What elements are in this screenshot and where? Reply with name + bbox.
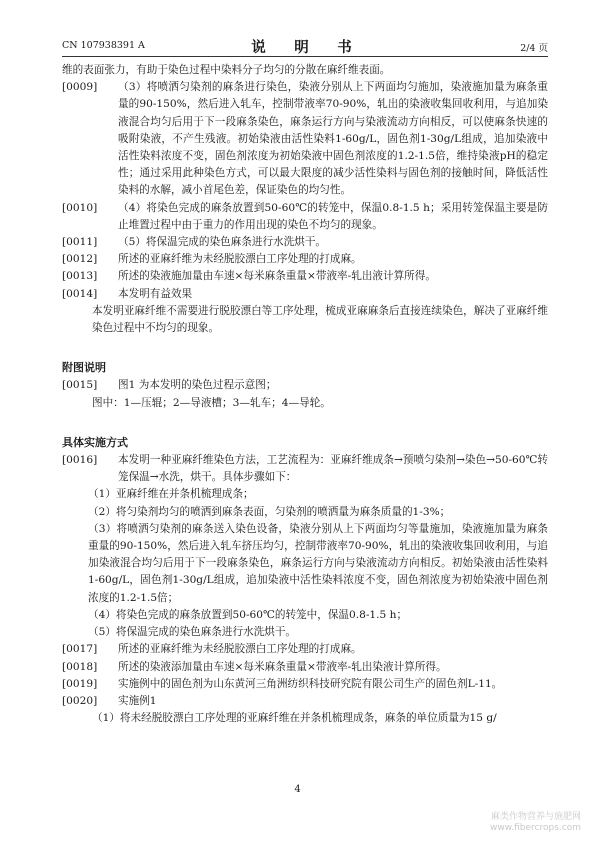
paragraph-text: 实施例中的固色剂为山东黄河三角洲纺织科技研究院有限公司生产的固色剂L-11。 (118, 677, 503, 690)
page-counter: 2/4 页 (520, 43, 548, 54)
paragraph-number: [0015] (62, 379, 98, 392)
paragraph-number: [0012] (62, 253, 98, 266)
paragraph-number: [0011] (62, 236, 98, 249)
site-watermark (490, 812, 581, 834)
paragraph-text: 所述的亚麻纤维为未经脱胶漂白工序处理的打成麻。 (118, 253, 362, 266)
page-number: 4 (294, 784, 301, 795)
page-header (62, 38, 548, 57)
step-5: （5）将保温完成的染色麻条进行水洗烘干。 (88, 626, 297, 639)
document-body (62, 62, 548, 727)
paragraph-0016 (62, 452, 548, 486)
paragraph-text: 图1 为本发明的染色过程示意图； (118, 379, 277, 392)
section-heading-embodiments: 具体实施方式 (62, 435, 128, 449)
paragraph-0018 (62, 659, 548, 676)
paragraph-0014 (62, 286, 548, 303)
paragraph-text: （3）将喷洒匀染剂的麻条进行染色，染液分别从上下两面均匀施加，染液施加量为麻条重量的90-150%，然后进入轧车，控制带液率70-90%，轧出的染液收集回收利用，与追加染液混合均匀后用于下一段麻条染色，麻条运行方向与染液流动方向相反，可以使麻条快速的吸附染液，不产生残液。初始染液由活性染料1-60g/L，固色剂1-30g/L组成，追加染液中活性染料浓度不变，固色剂浓度为初始染液中固色剂浓度的1.2-1.5倍，维持染液pH的稳定性；通过采用此种染色方式，可以最大限度的减少活性染料与固色剂的接触时间，降低活性染料的水解，减小首尾色差，保证染色的均匀性。 (118, 81, 548, 197)
paragraph-0012 (62, 251, 548, 268)
spacer (62, 337, 548, 347)
paragraph-0013 (62, 268, 548, 285)
paragraph-0019 (62, 676, 548, 693)
paragraph-0017 (62, 641, 548, 658)
example-1-text: （1）将未经脱胶漂白工序处理的亚麻纤维在并条机梳理成条，麻条的单位质量为15 g/ (92, 712, 497, 725)
paragraph-number: [0017] (62, 643, 98, 656)
step-1: （1）亚麻纤维在并条机梳理成条； (88, 488, 254, 501)
spacer (62, 412, 548, 422)
paragraph-0011 (62, 234, 548, 251)
step-2: （2）将匀染剂均匀的喷洒到麻条表面，匀染剂的喷洒量为麻条质量的1-3%； (88, 505, 451, 518)
step-3: （3）将喷洒匀染剂的麻条送入染色设备，染液分别从上下两面均匀等量施加，染液施加量为麻条重量的90-150%，然后进入轧车挤压均匀，控制带液率70-90%，轧出的染液收集回收利用，与追加染液混合均匀后用于下一段麻条染色，麻条运行方向与染液流动方向相反。初始染液由活性染料1-60g/L，固色剂1-30g/L组成，追加染液中活性染料浓度不变，固色剂浓度为初始染液中固色剂浓度的1.2-1.5倍； (88, 522, 548, 604)
paragraph-text: 本发明有益效果 (118, 287, 193, 300)
paragraph-0010 (62, 200, 548, 234)
document-title: 说 明 书 (251, 39, 359, 56)
paragraph-0015 (62, 377, 548, 394)
paragraph-text: 实施例1 (118, 694, 157, 707)
paragraph-text: 所述的染液施加量由车速×每米麻条重量×带液率-轧出液计算所得。 (118, 270, 436, 283)
benefit-text: 本发明亚麻纤维不需要进行脱胶漂白等工序处理，梳成亚麻麻条后直接连续染色，解决了亚麻纤维染色过程中不均匀的现象。 (92, 304, 548, 335)
figure-legend: 图中：1—压辊；2—导液槽；3—轧车；4—导轮。 (92, 396, 331, 409)
paragraph-number: [0016] (62, 454, 98, 467)
section-heading-drawings: 附图说明 (62, 361, 106, 375)
paragraph-text: （5）将保温完成的染色麻条进行水洗烘干。 (118, 236, 327, 249)
paragraph-text: （4）将染色完成的麻条放置到50-60℃的转笼中，保温0.8-1.5 h；采用转笼保温主要是防止堆置过程中由于重力的作用出现的染色不均匀的现象。 (118, 201, 548, 231)
paragraph-number: [0019] (62, 677, 98, 690)
paragraph-number: [0020] (62, 694, 98, 707)
step-4: （4）将染色完成的麻条放置到50-60℃的转笼中，保温0.8-1.5 h； (88, 608, 408, 621)
paragraph-number: [0010] (62, 201, 98, 214)
paragraph-number: [0014] (62, 287, 98, 300)
intro-line: 维的表面张力，有助于染色过程中染料分子均匀的分散在麻纤维表面。 (62, 64, 391, 76)
paragraph-text: 本发明一种亚麻纤维染色方法，工艺流程为：亚麻纤维成条→预喷匀染剂→染色→50-60℃转笼保温→水洗，烘干。具体步骤如下： (118, 454, 548, 484)
paragraph-number: [0018] (62, 660, 98, 673)
paragraph-number: [0009] (62, 81, 98, 94)
paragraph-text: 所述的染液添加量由车速×每米麻条重量×带液率-轧出染液计算所得。 (118, 660, 447, 673)
watermark-line-1: 麻类作物营养与施肥网 (490, 812, 581, 822)
paragraph-0020 (62, 693, 548, 710)
paragraph-0009 (62, 79, 548, 199)
paragraph-text: 所述的亚麻纤维为未经脱胶漂白工序处理的打成麻。 (118, 643, 362, 656)
watermark-line-2: www.fibercrops.com (490, 823, 581, 833)
patent-number: CN 107938391 A (62, 40, 145, 51)
paragraph-number: [0013] (62, 270, 98, 283)
